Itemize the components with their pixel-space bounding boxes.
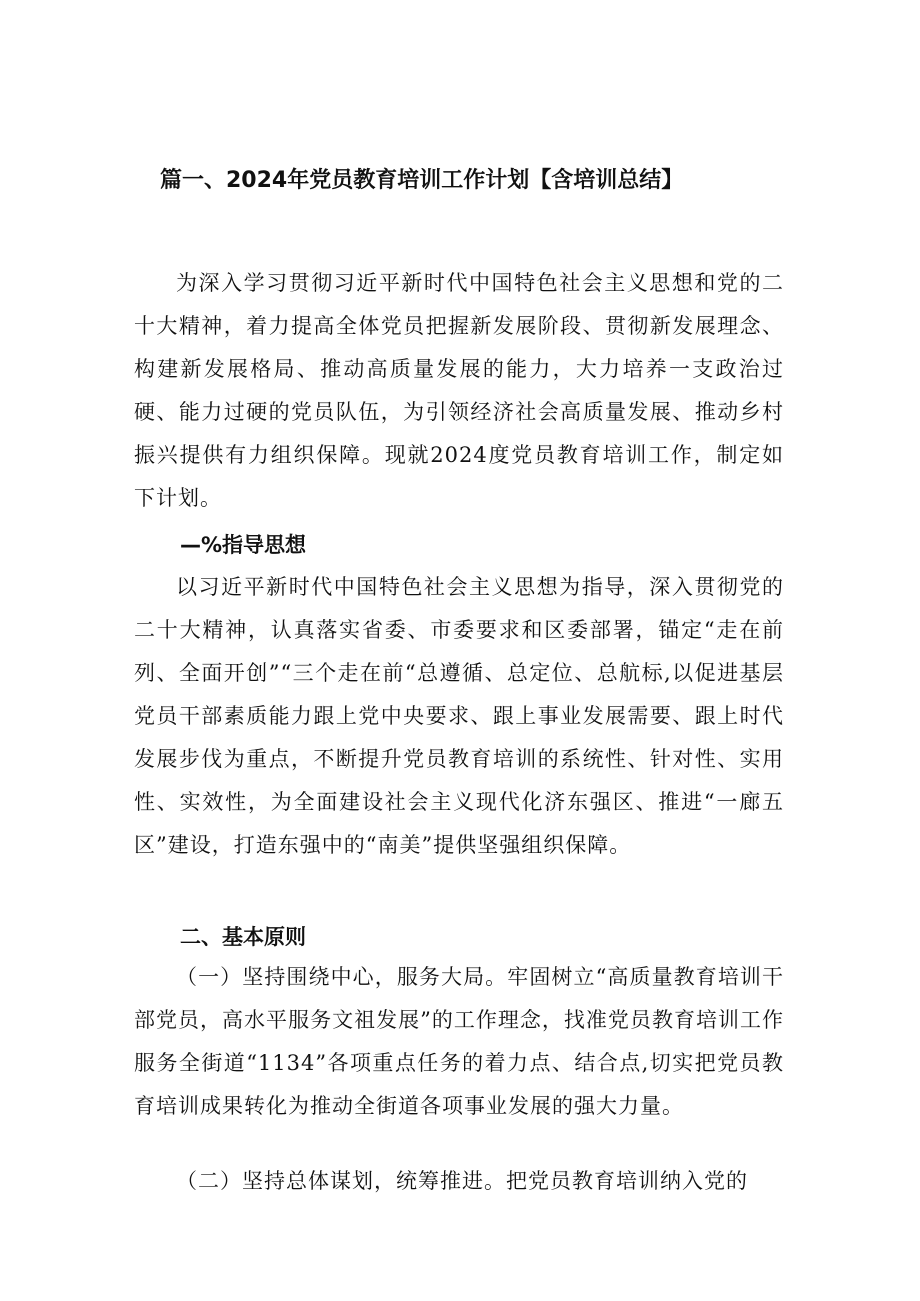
- intro-paragraph: 为深入学习贯彻习近平新时代中国特色社会主义思想和党的二十大精神，着力提高全体党员把握新发展阶段、贯彻新发展理念、构建新发展格局、推动高质量发展的能力，大力培养一支政治过硬、能力过硬的党员队伍，为引领经济社会高质量发展、推动乡村振兴提供有力组织保障。现就2024度党员教育培训工作，制定如下计划。: [134, 271, 784, 510]
- document-title: 篇一、2024年党员教育培训工作计划【含培训总结】: [160, 168, 684, 193]
- section-heading-basic-principles: 二、基本原则: [180, 925, 306, 949]
- section-heading-guiding-thought: —%指导思想: [180, 533, 307, 557]
- guiding-thought-paragraph: 以习近平新时代中国特色社会主义思想为指导，深入贯彻党的二十大精神，认真落实省委、市委要求和区委部署，锚定“走在前列、全面开创”“三个走在前“总遵循、总定位、总航标,以促进基层党员干部素质能力跟上党中央要求、跟上事业发展需要、跟上时代发展步伐为重点，不断提升党员教育培训的系统性、针对性、实用性、实效性，为全面建设社会主义现代化济东强区、推进“一廊五区”建设，打造东强中的“南美”提供坚强组织保障。: [134, 575, 784, 857]
- principle-1-paragraph: （一）坚持围绕中心，服务大局。牢固树立“高质量教育培训干部党员，高水平服务文祖发展”的工作理念，找准党员教育培训工作服务全街道“1134”各项重点任务的着力点、结合点,切实把党员教育培训成果转化为推动全街道各项事业发展的强大力量。: [134, 965, 784, 1118]
- principle-2-paragraph: （二）坚持总体谋划，统筹推进。把党员教育培训纳入党的: [176, 1169, 748, 1193]
